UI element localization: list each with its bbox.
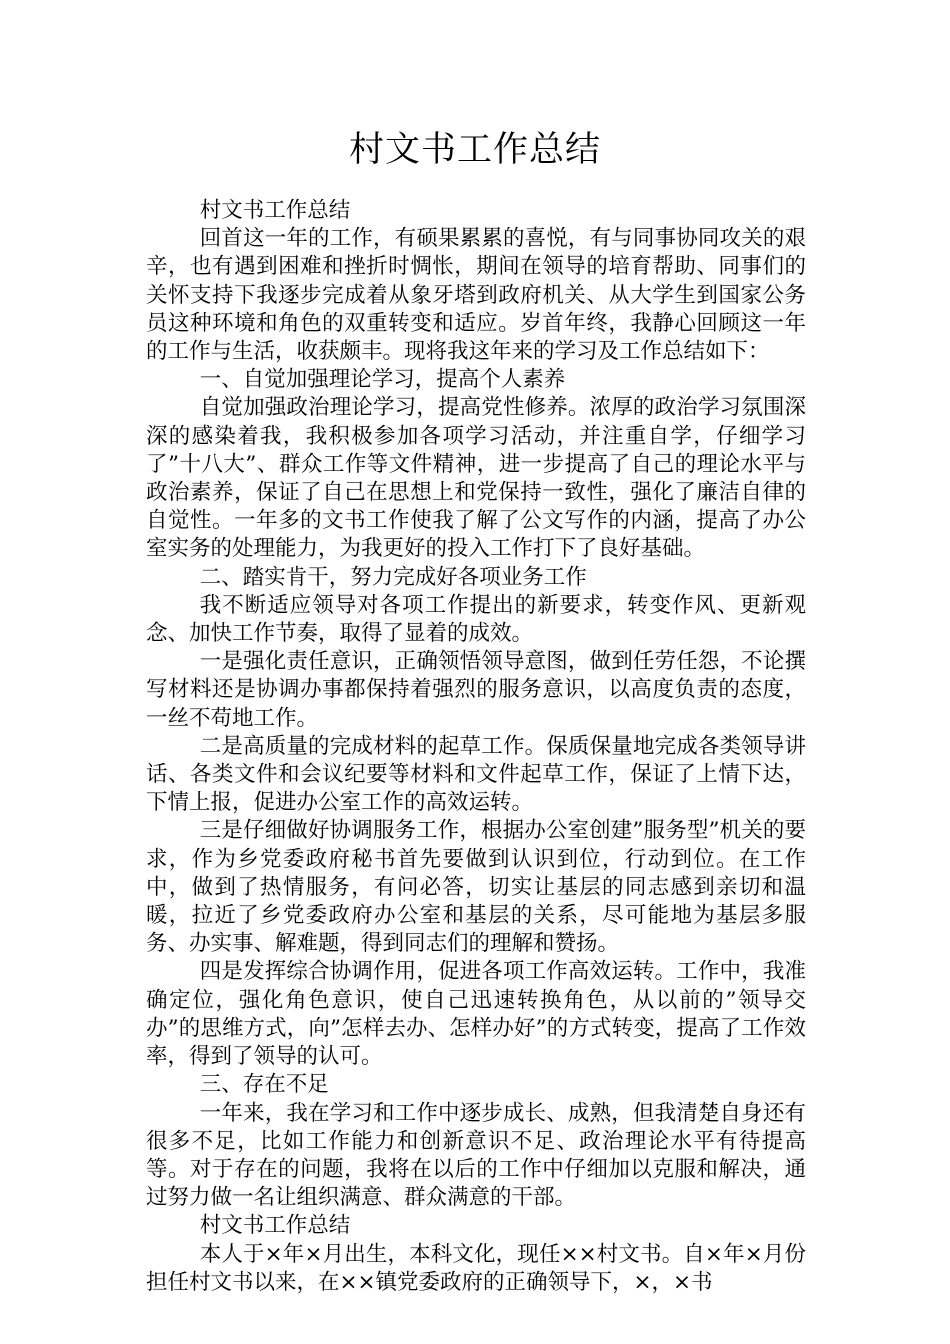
paragraph-point-1: 一是强化责任意识，正确领悟领导意图，做到任劳任怨，不论撰写材料还是协调办事都保持着强烈的服务意识，以高度负责的态度，一丝不苟地工作。 [146,649,806,731]
paragraph-point-4: 四是发挥综合协调作用，促进各项工作高效运转。工作中，我准确定位，强化角色意识，使自己迅速转换角色，从以前的”领导交办”的思维方式，向”怎样去办、怎样办好”的方式转变，提高了工作效率，得到了领导的认可。 [146,959,806,1070]
document-body [146,197,806,1297]
paragraph-theory-study: 自觉加强政治理论学习，提高党性修养。浓厚的政治学习氛围深深的感染着我，我积极参加各项学习活动，并注重自学，仔细学习了”十八大”、群众工作等文件精神，进一步提高了自己的理论水平与政治素养，保证了自己在思想上和党保持一致性，强化了廉洁自律的自觉性。一年多的文书工作使我了解了公文写作的内涵，提高了办公室实务的处理能力，为我更好的投入工作打下了良好基础。 [146,395,806,562]
section-heading-2: 二、踏实肯干，努力完成好各项业务工作 [199,564,587,590]
paragraph-subtitle-2: 村文书工作总结 [199,1213,351,1239]
paragraph-point-2: 二是高质量的完成材料的起草工作。保质保量地完成各类领导讲话、各类文件和会议纪要等材料和文件起草工作，保证了上情下达，下情上报，促进办公室工作的高效运转。 [146,733,806,816]
paragraph-intro: 回首这一年的工作，有硕果累累的喜悦，有与同事协同攻关的艰辛，也有遇到困难和挫折时惆怅，期间在领导的培育帮助、同事们的关怀支持下我逐步完成着从象牙塔到政府机关、从大学生到国家公务员这种环境和角色的双重转变和适应。岁首年终，我静心回顾这一年的工作与生活，收获颇丰。现将我这年来的学习及工作总结如下： [146,226,806,365]
paragraph-point-3: 三是仔细做好协调服务工作，根据办公室创建”服务型”机关的要求，作为乡党委政府秘书首先要做到认识到位，行动到位。在工作中，做到了热情服务，有问必答，切实让基层的同志感到亲切和温暖，拉近了乡党委政府办公室和基层的关系，尽可能地为基层多服务、办实事、解难题，得到同志们的理解和赞扬。 [146,818,806,957]
paragraph-self-intro: 本人于×年×月出生，本科文化，现任××村文书。自×年×月份担任村文书以来，在××镇党委政府的正确领导下，×，×书 [146,1241,806,1295]
section-heading-3: 三、存在不足 [199,1072,329,1098]
paragraph-adapt: 我不断适应领导对各项工作提出的新要求，转变作风、更新观念、加快工作节奏，取得了显着的成效。 [146,592,806,647]
document-title: 村文书工作总结 [348,130,601,170]
section-heading-1: 一、自觉加强理论学习，提高个人素养 [199,367,566,393]
paragraph-subtitle: 村文书工作总结 [199,198,351,223]
paragraph-shortcomings: 一年来，我在学习和工作中逐步成长、成熟，但我清楚自身还有很多不足，比如工作能力和创新意识不足、政治理论水平有待提高等。对于存在的问题，我将在以后的工作中仔细加以克服和解决，通过努力做一名让组织满意、群众满意的干部。 [146,1100,806,1211]
